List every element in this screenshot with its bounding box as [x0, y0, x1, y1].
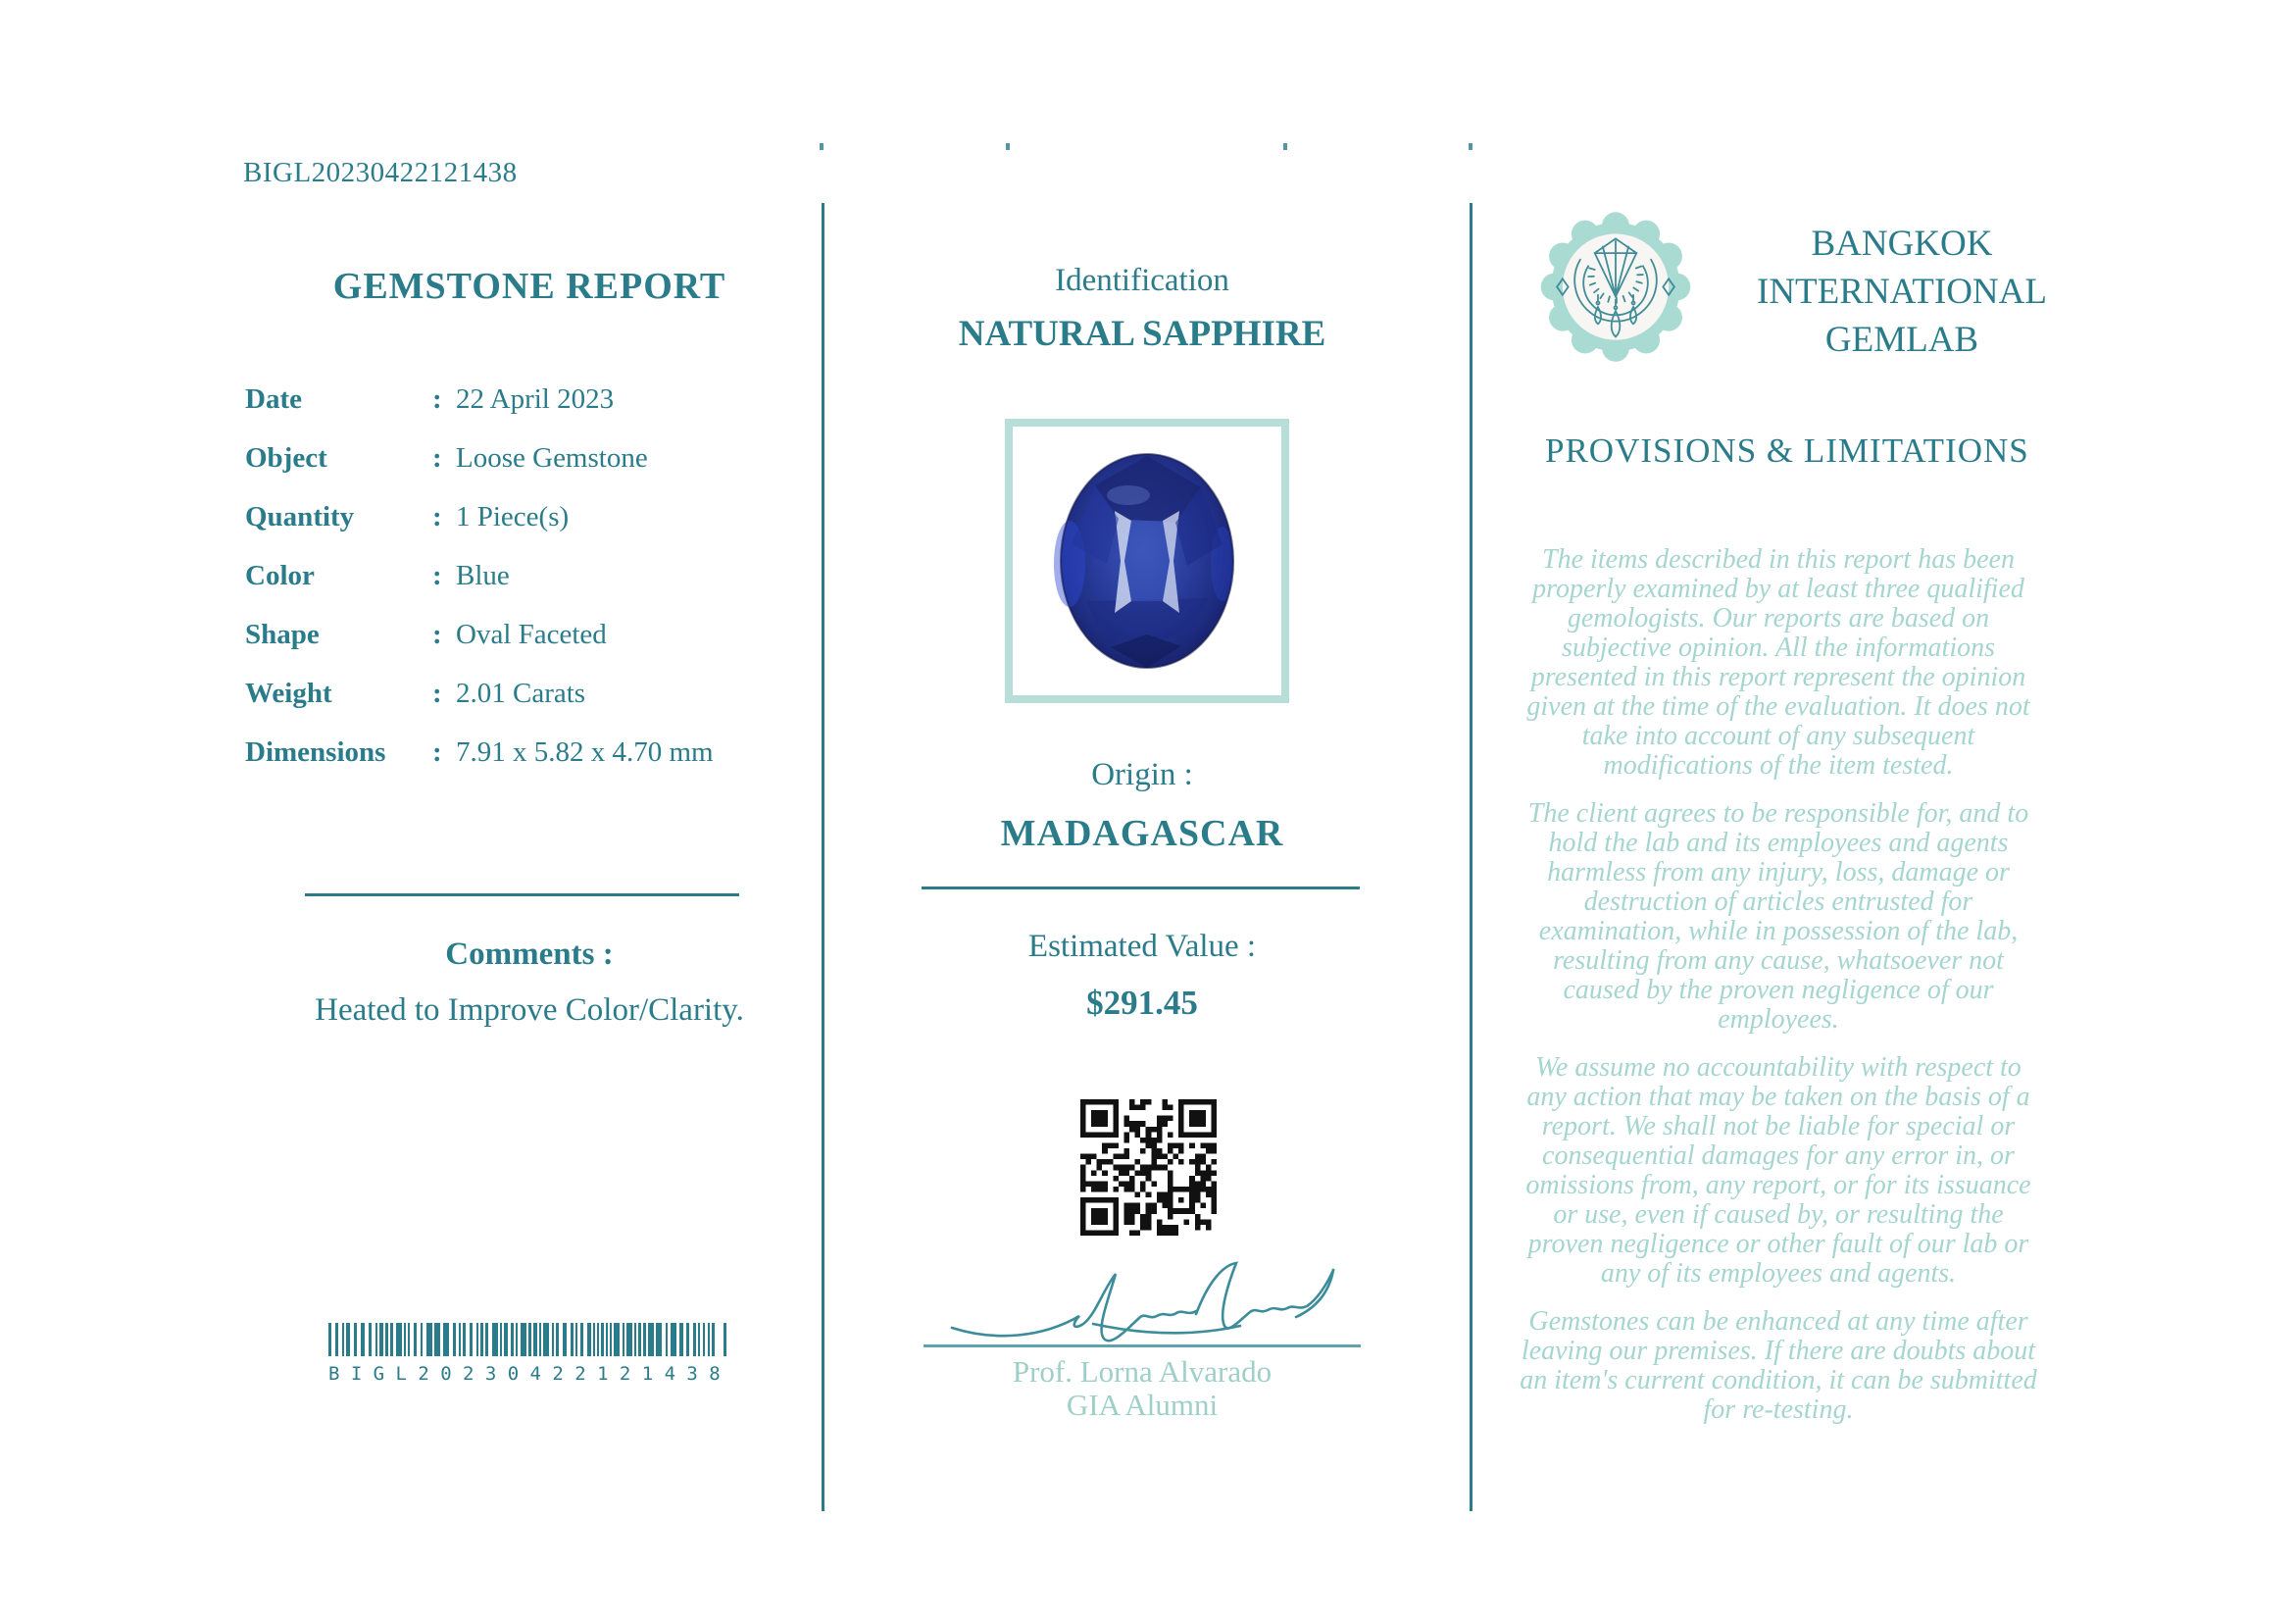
qr-code-modules: [1080, 1099, 1217, 1236]
field-row-color: [245, 561, 794, 590]
provisions-paragraph: The client agrees to be responsible for, and to hold the lab and its employees and agents harmless from any injury, loss, damage or destruction of articles entrusted for examination, while in possession of the lab, resulting from any cause, whatsoever not caused by the proven negligence of our employees.: [1527, 798, 2029, 1035]
field-row-date: [245, 384, 794, 414]
gem-photo: [1013, 427, 1281, 695]
field-value: 1 Piece(s): [456, 501, 570, 532]
comments-divider-line: [305, 893, 739, 896]
barcode: [328, 1323, 732, 1385]
comments-text: Heated to Improve Color/Clarity.: [315, 992, 744, 1028]
field-colon: :: [432, 736, 442, 768]
provisions-paragraph: We assume no accountability with respect to any action that may be taken on the basis of a report. We shall not be liable for special or consequential damages for any error in, or omissions from, any report, or for its issuance or use, even if caused by, or resulting the proven negligence or other fault of our lab or any of its employees and agents.: [1525, 1052, 2031, 1289]
barcode-text: BIGL20230422121438: [328, 1363, 732, 1385]
field-colon: :: [432, 619, 442, 650]
fold-mark: [1283, 143, 1287, 150]
report-number: BIGL20230422121438: [243, 157, 518, 188]
field-row-shape: [245, 620, 794, 649]
estimated-value-amount: $291.45: [1086, 984, 1198, 1022]
field-value: 2.01 Carats: [456, 678, 586, 709]
field-colon: :: [432, 678, 442, 709]
field-label: Quantity: [245, 501, 355, 532]
origin-label: Origin :: [1091, 757, 1193, 792]
comments-label: Comments :: [445, 937, 614, 972]
field-colon: :: [432, 442, 442, 474]
field-value: 22 April 2023: [456, 383, 615, 415]
signature: [946, 1259, 1338, 1345]
fold-mark: [820, 143, 824, 150]
field-label: Dimensions: [245, 736, 386, 768]
field-label: Weight: [245, 678, 332, 709]
qr-code: [1080, 1099, 1217, 1236]
origin-value: MADAGASCAR: [1000, 813, 1284, 854]
field-value: Blue: [456, 560, 510, 591]
column-divider-left: [822, 203, 824, 1511]
provisions-paragraph: Gemstones can be enhanced at any time after leaving our premises. If there are doubts about an item's current condition, it can be submitted for re-testing.: [1520, 1306, 2037, 1425]
provisions-text: [1518, 545, 2039, 1444]
field-label: Object: [245, 442, 327, 474]
field-value: Oval Faceted: [456, 619, 607, 650]
signatory-name: Prof. Lorna Alvarado: [1012, 1354, 1273, 1389]
field-row-object: [245, 443, 794, 473]
identification-heading: Identification: [1055, 263, 1229, 298]
fold-mark: [1469, 143, 1472, 150]
estimated-value-label: Estimated Value :: [1027, 929, 1257, 964]
gem-photo-frame: [1005, 419, 1289, 703]
field-row-dimensions: [245, 737, 794, 767]
lab-name-line: INTERNATIONAL: [1757, 272, 2047, 312]
field-label: Date: [245, 383, 302, 415]
signatory-title: GIA Alumni: [1066, 1388, 1219, 1422]
report-fields-table: [245, 384, 794, 796]
report-title: GEMSTONE REPORT: [332, 266, 726, 307]
lab-name: [1735, 220, 2069, 364]
field-row-weight: [245, 679, 794, 708]
field-colon: :: [432, 560, 442, 591]
lab-name-line: BANGKOK: [1811, 224, 1993, 264]
field-value: 7.91 x 5.82 x 4.70 mm: [456, 736, 714, 768]
value-divider-line: [922, 886, 1360, 889]
signature-line: [923, 1344, 1361, 1347]
signature-stroke: [946, 1259, 1338, 1345]
field-colon: :: [432, 383, 442, 415]
barcode-bars: [328, 1323, 726, 1356]
lab-logo-badge-icon: [1535, 204, 1696, 375]
field-row-quantity: [245, 502, 794, 532]
field-label: Shape: [245, 619, 320, 650]
provisions-paragraph: The items described in this report has been properly examined by at least three qualified gemologists. Our reports are based on subjective opinion. All the informations presented in this report represent the opinion given at the time of the evaluation. It does not take into account of any subsequent modifications of the item tested.: [1526, 544, 2030, 781]
fold-mark: [1006, 143, 1010, 150]
column-divider-right: [1470, 203, 1472, 1511]
lab-logo-icon: [1535, 204, 1696, 375]
field-label: Color: [245, 560, 315, 591]
field-value: Loose Gemstone: [456, 442, 648, 474]
lab-name-line: GEMLAB: [1824, 320, 1979, 360]
identification-species: NATURAL SAPPHIRE: [958, 314, 1326, 354]
field-colon: :: [432, 501, 442, 532]
provisions-heading: PROVISIONS & LIMITATIONS: [1545, 431, 2029, 470]
